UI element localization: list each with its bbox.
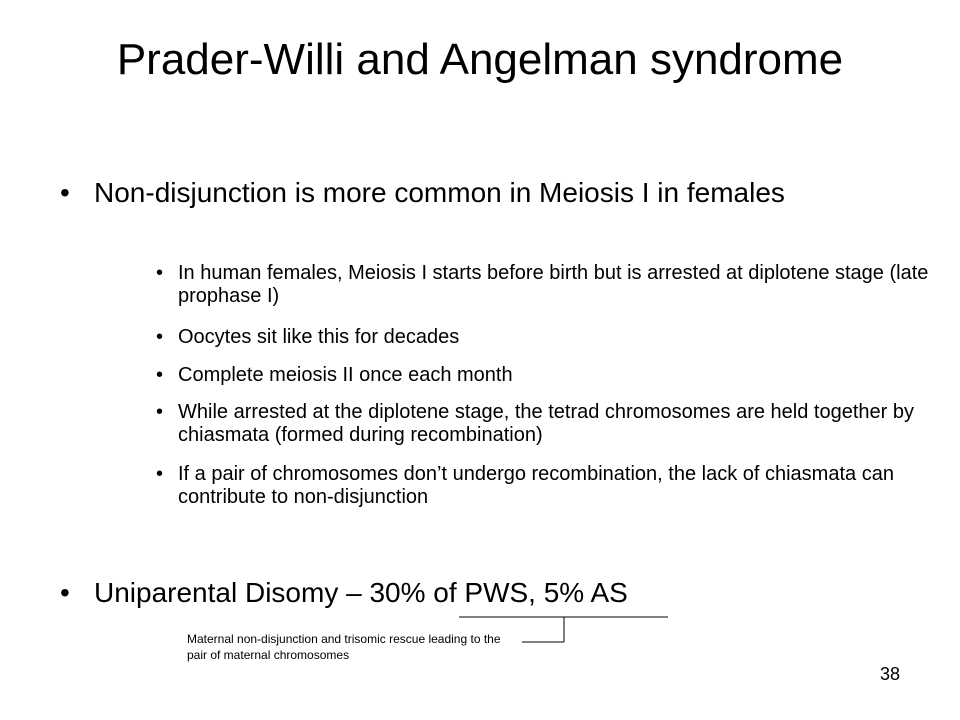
bullet-uniparental-disomy: • Uniparental Disomy – 30% of PWS, 5% AS — [60, 576, 894, 610]
bullet-nondisjunction: • Non-disjunction is more common in Meiosis I in females — [60, 176, 894, 210]
sub-bullet-meiosis-ii: • Complete meiosis II once each month — [156, 364, 938, 387]
sub-bullet-meiosis-arrest: • In human females, Meiosis I starts before birth but is arrested at diplotene stage (late prophase I) — [156, 262, 938, 308]
slide-title: Prader-Willi and Angelman syndrome — [116, 35, 844, 84]
page-number: 38 — [880, 664, 901, 684]
sub-bullet-chiasmata: • While arrested at the diplotene stage, the tetrad chromosomes are held together by chiasmata (formed during recombination) — [156, 401, 938, 447]
sub-bullet-oocytes-decades: • Oocytes sit like this for decades — [156, 326, 938, 349]
annotation-note: Maternal non-disjunction and trisomic rescue leading to the pair of maternal chromosomes — [187, 632, 501, 662]
sub-bullet-no-recombination: • If a pair of chromosomes don’t undergo recombination, the lack of chiasmata can contribute to non-disjunction — [156, 463, 938, 509]
